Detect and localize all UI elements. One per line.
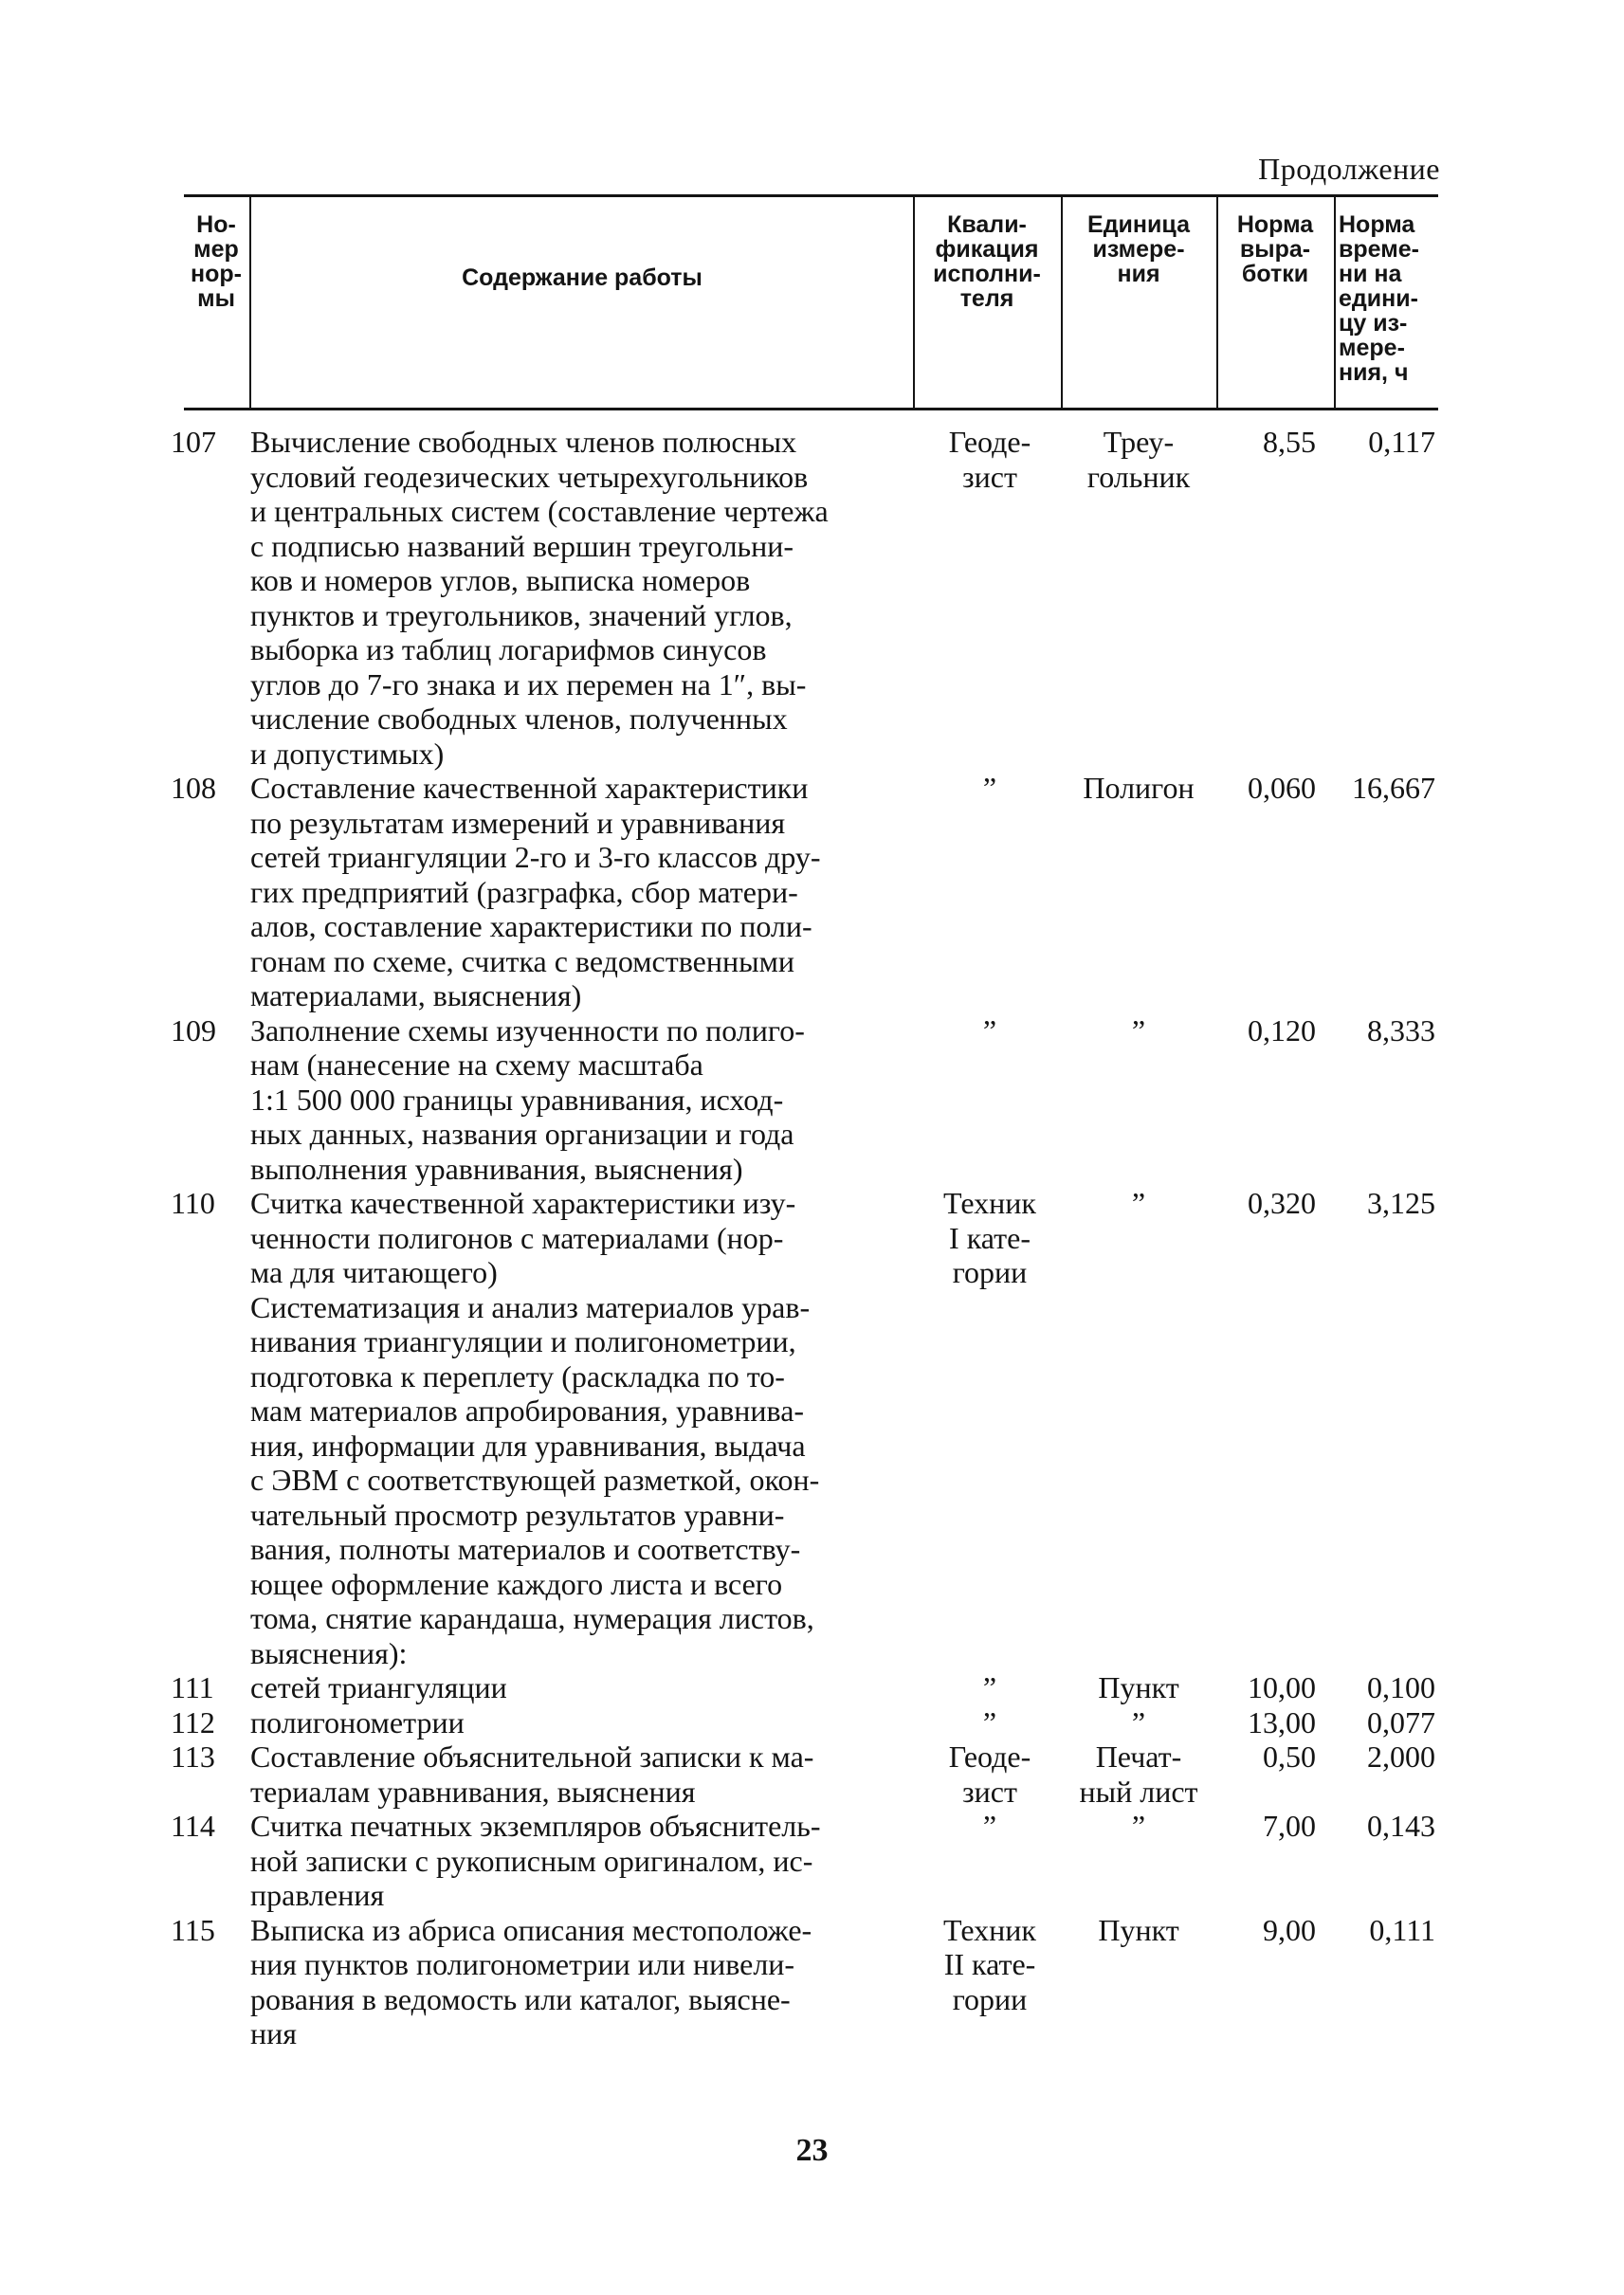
output-rate: 9,00 [1263, 1912, 1316, 1947]
header-number: Но- мер нор- мы [191, 211, 242, 312]
header-content: Содержание работы [462, 264, 703, 291]
column-divider [249, 195, 251, 410]
norm-number: 114 [171, 1809, 215, 1843]
time-rate: 0,111 [1369, 1912, 1435, 1947]
output-rate: 10,00 [1248, 1670, 1316, 1704]
header-qualification: Квали- фикация исполни- теля [933, 211, 1041, 312]
qualification: ” [982, 1670, 997, 1704]
time-rate: 8,333 [1367, 1012, 1435, 1047]
norm-number: 111 [171, 1670, 214, 1704]
unit: Пункт [1098, 1912, 1179, 1947]
table-row [0, 771, 1624, 1013]
output-rate: 0,060 [1248, 771, 1316, 805]
qualification: ” [982, 771, 997, 805]
time-rate: 0,117 [1368, 425, 1435, 459]
table-row [0, 1705, 1624, 1740]
norm-number: 115 [171, 1912, 215, 1947]
unit: Полигон [1083, 771, 1195, 805]
output-rate: 8,55 [1263, 425, 1316, 459]
norm-number: 107 [171, 425, 216, 459]
output-rate: 13,00 [1248, 1704, 1316, 1739]
time-rate: 16,667 [1352, 771, 1435, 805]
table-row [0, 1186, 1624, 1670]
norms-table-body [0, 425, 1624, 2051]
page-number: 23 [795, 2133, 829, 2168]
table-row [0, 1670, 1624, 1705]
qualification: Техник II кате- гории [943, 1912, 1036, 2016]
output-rate: 0,50 [1263, 1739, 1316, 1774]
table-row [0, 1809, 1624, 1913]
work-content: Составление качественной характеристики по результатам измерений и уравнивания сетей триангуляции 2-го и 3-го классов дру- гих предприятий (разграфка, сбор матери- алов, составление характеристики по поли- гонам по схеме, считка с ведомственными материалами, выяснения) [250, 771, 821, 1012]
time-rate: 0,100 [1367, 1670, 1435, 1704]
work-content: полигонометрии [250, 1704, 465, 1739]
header-rate: Норма выра- ботки [1236, 211, 1314, 287]
time-rate: 0,143 [1367, 1809, 1435, 1843]
work-content: Заполнение схемы изученности по полиго- нам (нанесение на схему масштаба 1:1 500 000 границы уравнивания, исход- ных данных, названия организации и года выполнения уравнивания, выяснения) [250, 1012, 805, 1186]
qualification: ” [982, 1704, 997, 1739]
norm-number: 109 [171, 1012, 216, 1047]
table-row [0, 425, 1624, 771]
header-time: Норма време- ни на едини- цу из- мере- ния, ч [1339, 211, 1419, 386]
norm-number: 112 [171, 1704, 215, 1739]
table-header-rule [184, 408, 1438, 410]
time-rate: 0,077 [1367, 1704, 1435, 1739]
work-content: сетей триангуляции [250, 1670, 507, 1704]
unit: ” [1131, 1012, 1146, 1047]
qualification: ” [982, 1012, 997, 1047]
unit: ” [1131, 1704, 1146, 1739]
work-content: Вычисление свободных членов полюсных условий геодезических четырехугольников и центральных систем (составление чертежа с подписью названий вершин треугольни- ков и номеров углов, выписка номеров пунктов и треугольников, значений углов, выборка из таблиц логарифмов синусов углов до 7-го знака и их перемен на 1″, вы- числение свободных членов, полученных и допустимых) [250, 425, 829, 771]
table-row [0, 1013, 1624, 1187]
qualification: Геоде- зист [948, 425, 1031, 494]
unit: Треу- гольник [1086, 425, 1191, 494]
work-content: Составление объяснительной записки к ма- териалам уравнивания, выяснения [250, 1739, 814, 1809]
table-row [0, 1739, 1624, 1809]
qualification: Геоде- зист [948, 1739, 1031, 1809]
qualification: ” [982, 1809, 997, 1843]
time-rate: 2,000 [1367, 1739, 1435, 1774]
norm-number: 113 [171, 1739, 215, 1774]
work-content: Считка качественной характеристики изу- ченности полигонов с материалами (нор- ма для читающего) Систематизация и анализ материалов урав- нивания триангуляции и полигонометрии, подготовка к переплету (раскладка по то- мам материалов апробирования, уравнива- ния, информации для уравнивания, выдача с ЭВМ с соответствующей разметкой, окон- чательный просмотр результатов уравни- вания, полноты материалов и соответству- ющее оформление каждого листа и всего тома, снятие карандаша, нумерация листов, выяснения): [250, 1186, 820, 1670]
norm-number: 108 [171, 771, 216, 805]
qualification: Техник I кате- гории [943, 1186, 1036, 1289]
unit: Печат- ный лист [1079, 1739, 1198, 1809]
header-unit: Единица измере- ния [1087, 211, 1190, 287]
unit: ” [1131, 1186, 1146, 1220]
output-rate: 0,120 [1248, 1012, 1316, 1047]
time-rate: 3,125 [1367, 1186, 1435, 1220]
continuation-label: Продолжение [1258, 152, 1440, 186]
table-top-rule [184, 194, 1438, 197]
work-content: Выписка из абриса описания местоположе- ния пунктов полигонометрии или нивели- рования в ведомость или каталог, выясне- ния [250, 1912, 812, 2050]
work-content: Считка печатных экземпляров объяснитель- ной записки с рукописным оригиналом, ис- правления [250, 1809, 821, 1912]
output-rate: 7,00 [1263, 1809, 1316, 1843]
norm-number: 110 [171, 1186, 215, 1220]
table-row [0, 1913, 1624, 2051]
unit: ” [1131, 1809, 1146, 1843]
unit: Пункт [1098, 1670, 1179, 1704]
output-rate: 0,320 [1248, 1186, 1316, 1220]
